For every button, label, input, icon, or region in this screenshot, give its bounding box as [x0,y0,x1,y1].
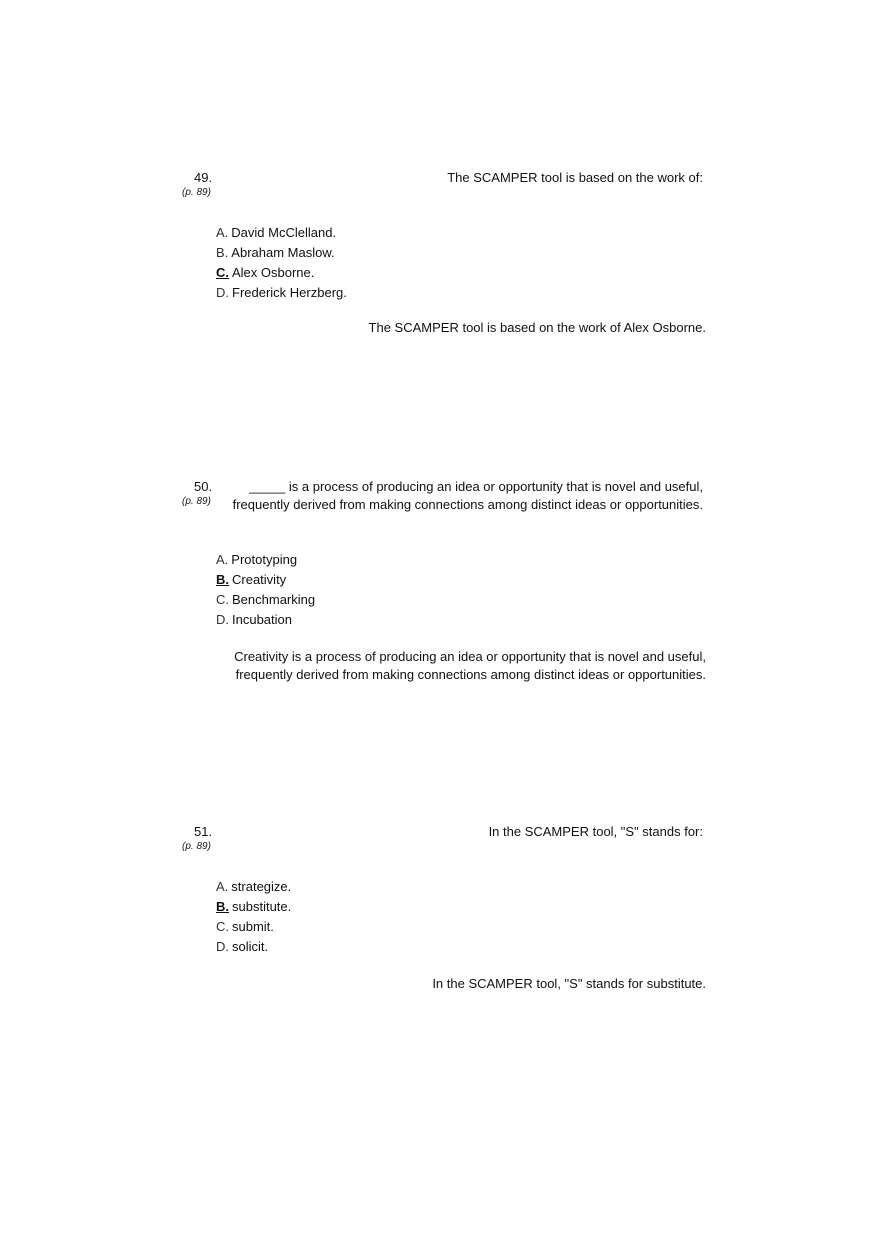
choice-text: Benchmarking [232,592,316,607]
choice-b [216,897,291,917]
choice-text: solicit. [232,939,269,954]
choice-d [216,610,315,630]
choice-b [216,243,347,263]
choice-letter: D. [216,939,229,954]
answer-choices [216,550,315,630]
choice-text: Creativity [232,572,287,587]
correct-choice-letter: B. [216,899,229,914]
choice-c [216,263,347,283]
choice-letter: D. [216,285,229,300]
choice-a [216,223,347,243]
choice-letter: C. [216,592,229,607]
choice-a [216,550,315,570]
answer-explanation: The SCAMPER tool is based on the work of Alex Osborne. [368,320,706,335]
choice-c [216,917,291,937]
question-stem: In the SCAMPER tool, "S" stands for: [488,824,703,839]
choice-text: submit. [232,919,274,934]
question-number: 51. [194,824,213,839]
choice-text: substitute. [232,899,292,914]
choice-c [216,590,315,610]
page-reference: (p. 89) [182,841,211,852]
question-number: 50. [194,479,213,494]
question-number: 49. [194,170,213,185]
choice-letter: D. [216,612,229,627]
choice-b [216,570,315,590]
choice-text: Alex Osborne. [232,265,315,280]
choice-letter: A. [216,879,229,894]
choice-text: Abraham Maslow. [231,245,335,260]
choice-letter: A. [216,225,229,240]
answer-choices [216,877,291,957]
answer-explanation: In the SCAMPER tool, "S" stands for substitute. [432,976,706,991]
question-stem: The SCAMPER tool is based on the work of: [447,170,703,185]
choice-letter: A. [216,552,229,567]
correct-choice-letter: B. [216,572,229,587]
page-reference: (p. 89) [182,496,211,507]
choice-text: David McClelland. [231,225,337,240]
page-reference: (p. 89) [182,187,211,198]
choice-text: Frederick Herzberg. [232,285,347,300]
choice-d [216,283,347,303]
answer-explanation: Creativity is a process of producing an idea or opportunity that is novel and useful, frequently derived from making connections among distinct ideas or opportunities. [234,649,706,682]
question-stem: _____ is a process of producing an idea or opportunity that is novel and useful, frequently derived from making connections among distinct ideas or opportunities. [232,479,703,512]
choice-a [216,877,291,897]
choice-letter: C. [216,919,229,934]
choice-letter: B. [216,245,229,260]
choice-text: strategize. [231,879,292,894]
answer-choices [216,223,347,303]
choice-text: Incubation [232,612,292,627]
correct-choice-letter: C. [216,265,229,280]
choice-d [216,937,291,957]
choice-text: Prototyping [231,552,298,567]
